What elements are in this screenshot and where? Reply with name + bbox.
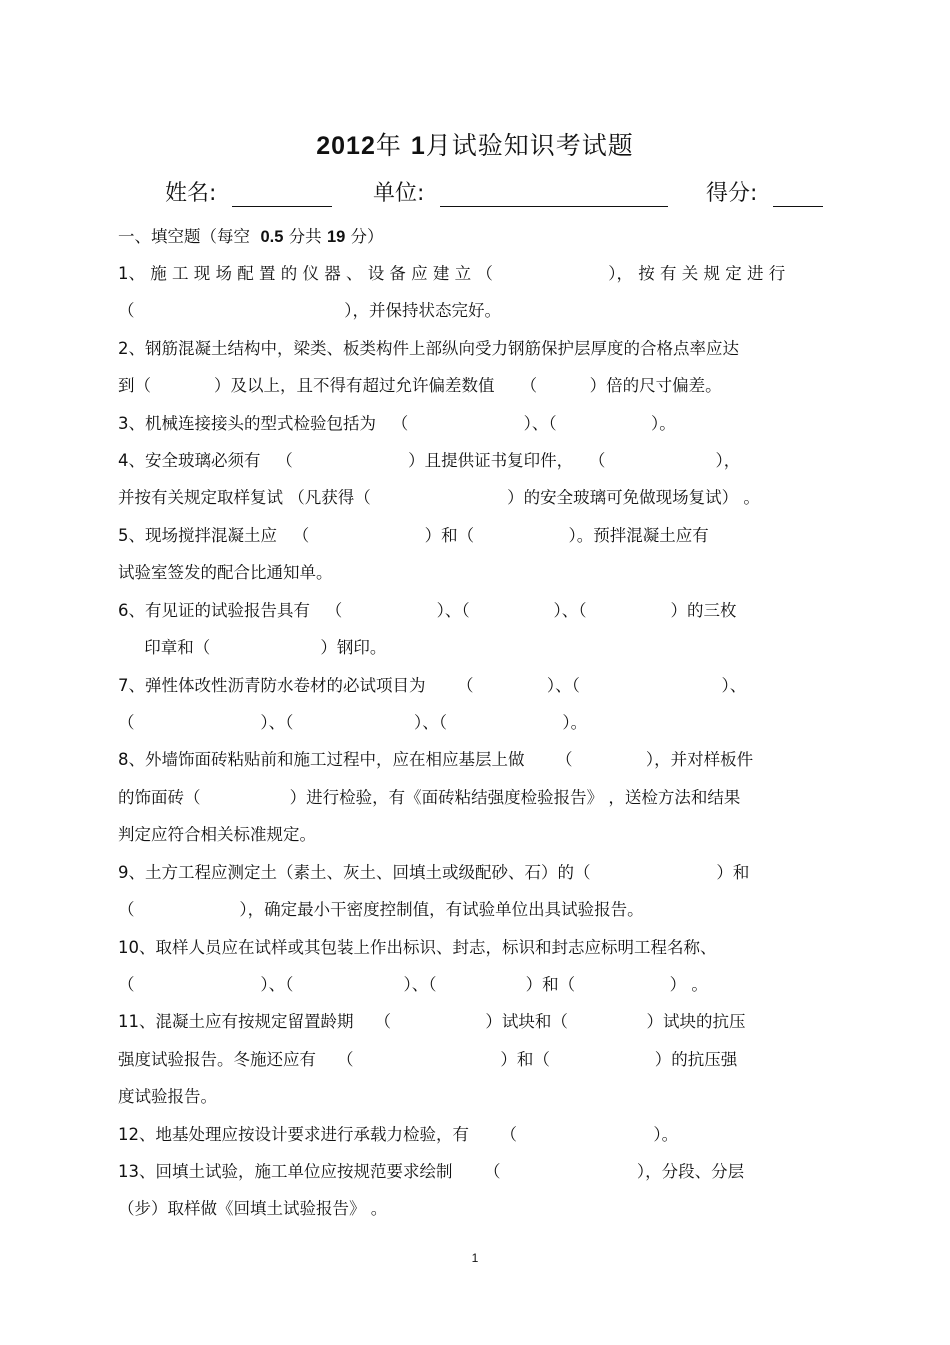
title-month: 1 bbox=[410, 132, 426, 160]
exam-title bbox=[0, 126, 950, 162]
unit-label: 单位: bbox=[373, 181, 425, 206]
score-label: 得分: bbox=[706, 181, 758, 206]
score-blank[interactable] bbox=[773, 180, 823, 207]
question-line: （ ），并保持状态完好。 bbox=[118, 301, 502, 320]
title-rest: 月试验知识考试题 bbox=[425, 131, 634, 160]
question-line: 8、外墙饰面砖粘贴前和施工过程中，应在相应基层上做 （ ），并对样板件 bbox=[118, 750, 754, 769]
title-year: 2012 bbox=[316, 132, 376, 160]
question-line: 强度试验报告。冬施还应有 （ ）和（ ）的抗压强 bbox=[118, 1050, 738, 1069]
question-line: 4、安全玻璃必须有 （ ）且提供证书复印件， （ ）， bbox=[118, 451, 741, 470]
unit-field bbox=[373, 176, 668, 207]
question-line: 5、现场搅拌混凝土应 （ ）和（ ）。预拌混凝土应有 bbox=[118, 526, 709, 545]
question-line: 6、有见证的试验报告具有 （ ）、（ ）、（ ）的三枚 bbox=[118, 601, 737, 620]
name-field bbox=[165, 176, 332, 207]
question-line: （ ），确定最小干密度控制值，有试验单位出具试验报告。 bbox=[118, 900, 644, 919]
question-line: 2、钢筋混凝土结构中，梁类、板类构件上部纵向受力钢筋保护层厚度的合格点率应达 bbox=[118, 339, 739, 358]
section-heading: 一、填空题（每空 0.5 分共 19 分） bbox=[118, 227, 384, 246]
name-label: 姓名: bbox=[165, 181, 217, 206]
question-line: 3、机械连接接头的型式检验包括为 （ ）、（ ）。 bbox=[118, 414, 676, 433]
question-line: 9、土方工程应测定土（素土、灰土、回填土或级配砂、石）的（ ）和 bbox=[118, 863, 750, 882]
question-line: 13、回填土试验，施工单位应按规范要求绘制 （ ），分段、分层 bbox=[118, 1162, 745, 1181]
question-line: 度试验报告。 bbox=[118, 1087, 217, 1106]
question-line: 试验室签发的配合比通知单。 bbox=[118, 563, 333, 582]
question-line: 10、取样人员应在试样或其包装上作出标识、封志，标识和封志应标明工程名称、 bbox=[118, 938, 717, 957]
score-field bbox=[706, 176, 823, 207]
question-line: 到（ ）及以上，且不得有超过允许偏差数值 （ ）倍的尺寸偏差。 bbox=[118, 376, 722, 395]
question-line: 判定应符合相关标准规定。 bbox=[118, 825, 316, 844]
question-line: 11、混凝土应有按规定留置龄期 （ ）试块和（ ）试块的抗压 bbox=[118, 1012, 746, 1031]
question-line: 12、地基处理应按设计要求进行承载力检验，有 （ ）。 bbox=[118, 1125, 679, 1144]
name-blank[interactable] bbox=[232, 180, 332, 207]
unit-blank[interactable] bbox=[440, 180, 668, 207]
student-info-row bbox=[165, 176, 845, 216]
question-line: 并按有关规定取样复试 （凡获得（ ）的安全玻璃可免做现场复试） 。 bbox=[118, 488, 760, 507]
question-line: 1、 施 工 现 场 配 置 的 仪 器 、 设 备 应 建 立 （ ）， 按 有 关 规 定 进 行 bbox=[118, 264, 786, 283]
question-line: 7、弹性体改性沥青防水卷材的必试项目为 （ ）、（ ）、 bbox=[118, 676, 747, 695]
question-line: 印章和（ ）钢印。 bbox=[118, 638, 387, 657]
question-line: （步）取样做《回填土试验报告》 。 bbox=[118, 1199, 388, 1218]
question-line: 的饰面砖（ ）进行检验，有《面砖粘结强度检验报告》 ，送检方法和结果 bbox=[118, 788, 741, 807]
title-year-suffix: 年 bbox=[375, 131, 411, 160]
question-line: （ ）、（ ）、（ ）和（ ） 。 bbox=[118, 975, 708, 994]
page-number: 1 bbox=[471, 1251, 479, 1265]
question-line: （ ）、（ ）、（ ）。 bbox=[118, 713, 588, 732]
